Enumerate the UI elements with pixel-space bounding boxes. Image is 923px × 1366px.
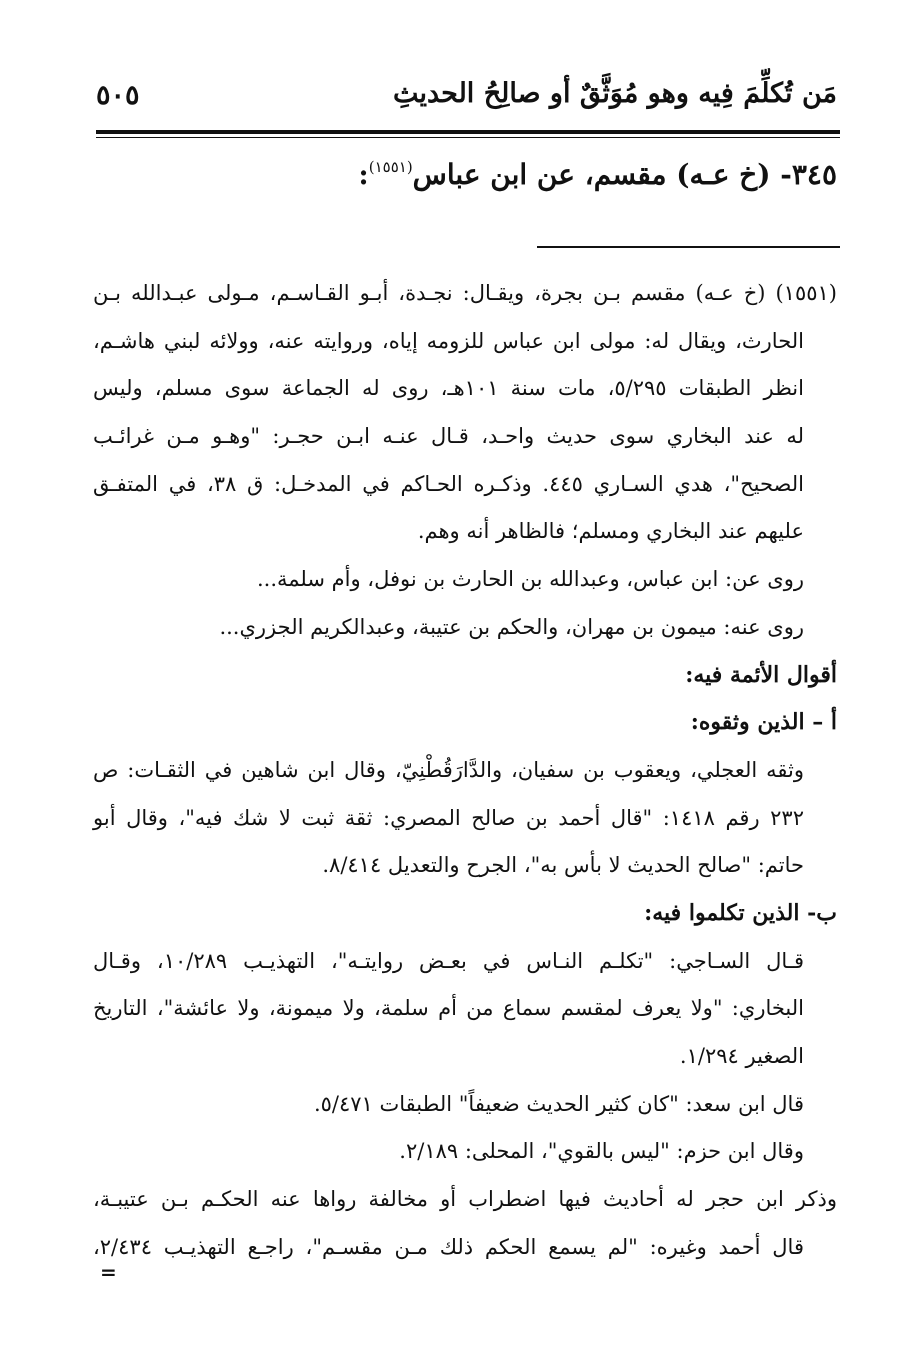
trust-line-3: حاتم: "صالح الحديث لا بأس به"، الجرح والتعديل ٨/٤١٤.: [322, 853, 804, 878]
narrated-by-line: روى عنه: ميمون بن مهران، والحكم بن عتيبة، وعبدالكريم الجزري...: [219, 614, 804, 639]
header-rule-thin: [96, 137, 840, 138]
section-heading-those-who-trusted: أ – الذين وثقوه:: [690, 709, 837, 736]
footnote-line-1: (١٥٥١) (خ عـه) مقسم بـن بجرة، ويقـال: نجـدة، أبـو القـاسـم، مـولى عبـدالله بـن: [93, 281, 837, 305]
header-rule-thick: [96, 130, 840, 134]
critique-line-7: قال أحمد وغيره: "لم يسمع الحكم ذلك مـن مقسـم"، راجـع التهذيـب ٢/٤٣٤،: [93, 1234, 804, 1259]
critique-line-2: البخاري: "ولا يعرف لمقسم سماع من أم سلمة، ولا ميمونة، ولا عائشة"، التاريخ: [93, 996, 804, 1021]
entry-heading-text: ٣٤٥- (خ عـه) مقسم، عن ابن عباس: [412, 158, 837, 191]
critique-line-3: الصغير ١/٢٩٤.: [679, 1044, 804, 1068]
footnote-line-2: الحارث، ويقال له: مولى ابن عباس للزومه إياه، وروايته عنه، وولائه لبني هاشـم،: [93, 328, 804, 353]
critique-line-5: وقال ابن حزم: "ليس بالقوي"، المحلى: ٢/١٨٩.: [399, 1139, 804, 1164]
entry-heading-colon: :: [358, 158, 369, 191]
page-number: ٥٠٥: [96, 80, 140, 111]
section-heading-scholars-sayings: أقوال الأئمة فيه:: [685, 661, 837, 688]
footnote-reference: (١٥٥١): [368, 158, 413, 176]
footnote-line-4: له عند البخاري سوى حديث واحـد، قـال عنـه ابـن حجـر: "وهـو مـن غرائـب: [93, 424, 804, 449]
footnote-block: [93, 270, 837, 1271]
entry-heading: [358, 158, 837, 191]
section-heading-those-who-criticized: ب- الذين تكلموا فيه:: [644, 899, 837, 926]
critique-line-6: وذكر ابن حجر له أحاديث فيها اضطراب أو مخالفة رواها عنه الحكـم بـن عتيبـة،: [93, 1187, 837, 1212]
footnote-line-5: الصحيح"، هدي السـاري ٤٤٥. وذكـره الحـاكم في المدخـل: ق ٣٨، في المتفـق: [93, 471, 804, 496]
continuation-mark: =: [100, 1260, 117, 1284]
critique-line-4: قال ابن سعد: "كان كثير الحديث ضعيفاً" الطبقات ٥/٤٧١.: [313, 1091, 804, 1116]
narrated-from-line: روى عن: ابن عباس، وعبدالله بن الحارث بن نوفل، وأم سلمة...: [256, 567, 804, 592]
footnote-line-6: عليهم عند البخاري ومسلم؛ فالظاهر أنه وهم.: [417, 519, 804, 544]
footnote-line-3: انظر الطبقات ٥/٢٩٥، مات سنة ١٠١هـ، روى له الجماعة سوى مسلم، وليس: [93, 376, 804, 401]
running-title: مَن تُكلِّمَ فِيه وهو مُوَثَّقٌ أو صالِحُ الحديثِ: [392, 78, 837, 109]
footnote-separator-rule: [537, 246, 840, 248]
trust-line-2: ٢٣٢ رقم ١٤١٨: "قال أحمد بن صالح المصري: ثقة ثبت لا شك فيه"، وقال أبو: [93, 805, 804, 830]
critique-line-1: قـال السـاجي: "تكلـم النـاس في بعـض روايتـه"، التهذيـب ١٠/٢٨٩، وقـال: [93, 948, 804, 973]
trust-line-1: وثقه العجلي، ويعقوب بن سفيان، والدَّارَقُطْنِيّ، وقال ابن شاهين في الثقـات: ص: [93, 757, 804, 782]
